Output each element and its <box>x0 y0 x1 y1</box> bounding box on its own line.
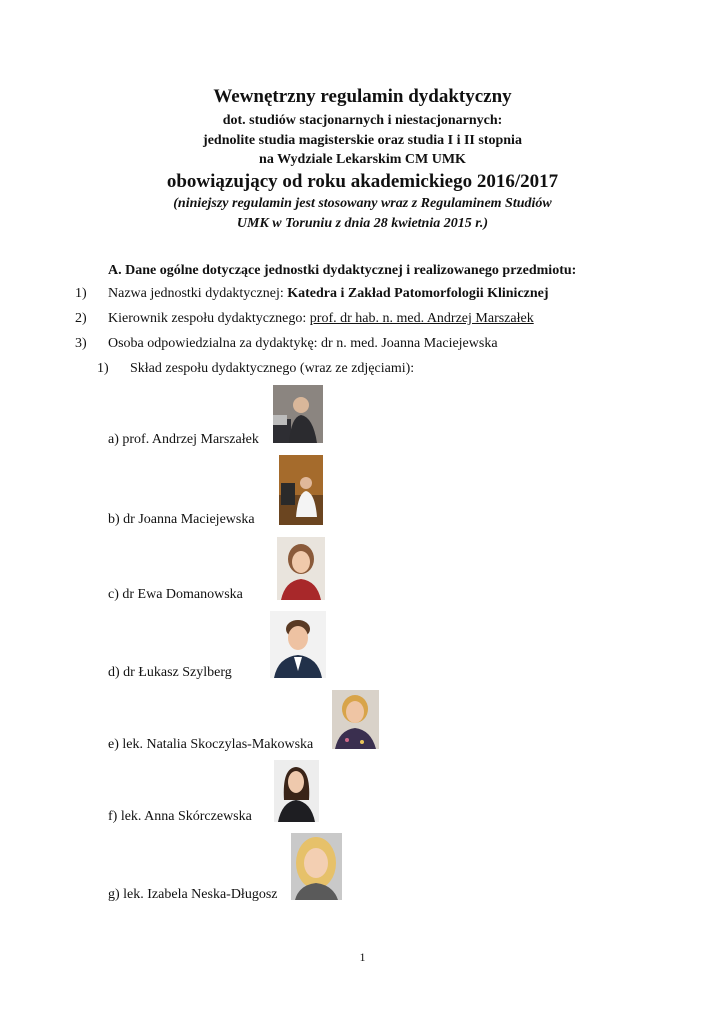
team-member-photo <box>279 455 323 525</box>
subtitle-line-1: dot. studiów stacjonarnych i niestacjonarnych: <box>222 113 503 128</box>
regulation-note-line-2: UMK w Toruniu z dnia 28 kwietnia 2015 r.) <box>236 216 489 231</box>
subtitle-line-3: na Wydziale Lekarskim CM UMK <box>259 152 466 167</box>
unit-name-line <box>108 286 549 302</box>
team-member-photo <box>277 537 325 600</box>
team-member-label: f) lek. Anna Skórczewska <box>108 809 252 824</box>
team-member-photo <box>270 611 326 678</box>
section-a-heading: A. Dane ogólne dotyczące jednostki dydaktycznej i realizowanego przedmiotu: <box>108 263 577 278</box>
item-number: 1) <box>75 286 87 301</box>
page-number: 1 <box>359 950 366 964</box>
team-member-photo <box>274 760 319 822</box>
subtitle-line-2: jednolite studia magisterskie oraz studia I i II stopnia <box>203 133 522 148</box>
teaching-coordinator-line <box>108 336 498 352</box>
document-title: Wewnętrzny regulamin dydaktyczny <box>213 86 512 107</box>
team-member-label: a) prof. Andrzej Marszałek <box>108 432 259 447</box>
unit-name-value: Katedra i Zakład Patomorfologii Klinicznej <box>287 286 549 301</box>
team-head-label: Kierownik zespołu dydaktycznego: <box>108 311 310 326</box>
team-member-label: e) lek. Natalia Skoczylas-Makowska <box>108 737 314 752</box>
item-number: 2) <box>75 311 87 326</box>
team-member-photo <box>291 833 342 900</box>
team-composition-label: Skład zespołu dydaktycznego (wraz ze zdjęciami): <box>130 361 415 376</box>
sub-item-number: 1) <box>97 361 109 376</box>
team-head-line <box>108 311 534 327</box>
unit-name-label: Nazwa jednostki dydaktycznej: <box>108 286 288 301</box>
team-member-label: c) dr Ewa Domanowska <box>108 587 243 602</box>
regulation-note-line-1: (niniejszy regulamin jest stosowany wraz z Regulaminem Studiów <box>173 196 552 211</box>
teaching-coordinator-label: Osoba odpowiedzialna za dydaktykę: <box>108 336 322 351</box>
team-member-label: d) dr Łukasz Szylberg <box>108 665 232 680</box>
academic-year-heading: obowiązujący od roku akademickiego 2016/2017 <box>166 171 559 192</box>
team-member-photo <box>332 690 379 749</box>
team-member-photo <box>273 385 323 443</box>
team-head-value: prof. dr hab. n. med. Andrzej Marszałek <box>309 311 534 326</box>
team-member-label: g) lek. Izabela Neska-Długosz <box>108 887 278 902</box>
teaching-coordinator-value: dr n. med. Joanna Maciejewska <box>321 336 498 351</box>
item-number: 3) <box>75 336 87 351</box>
team-member-label: b) dr Joanna Maciejewska <box>108 512 255 527</box>
